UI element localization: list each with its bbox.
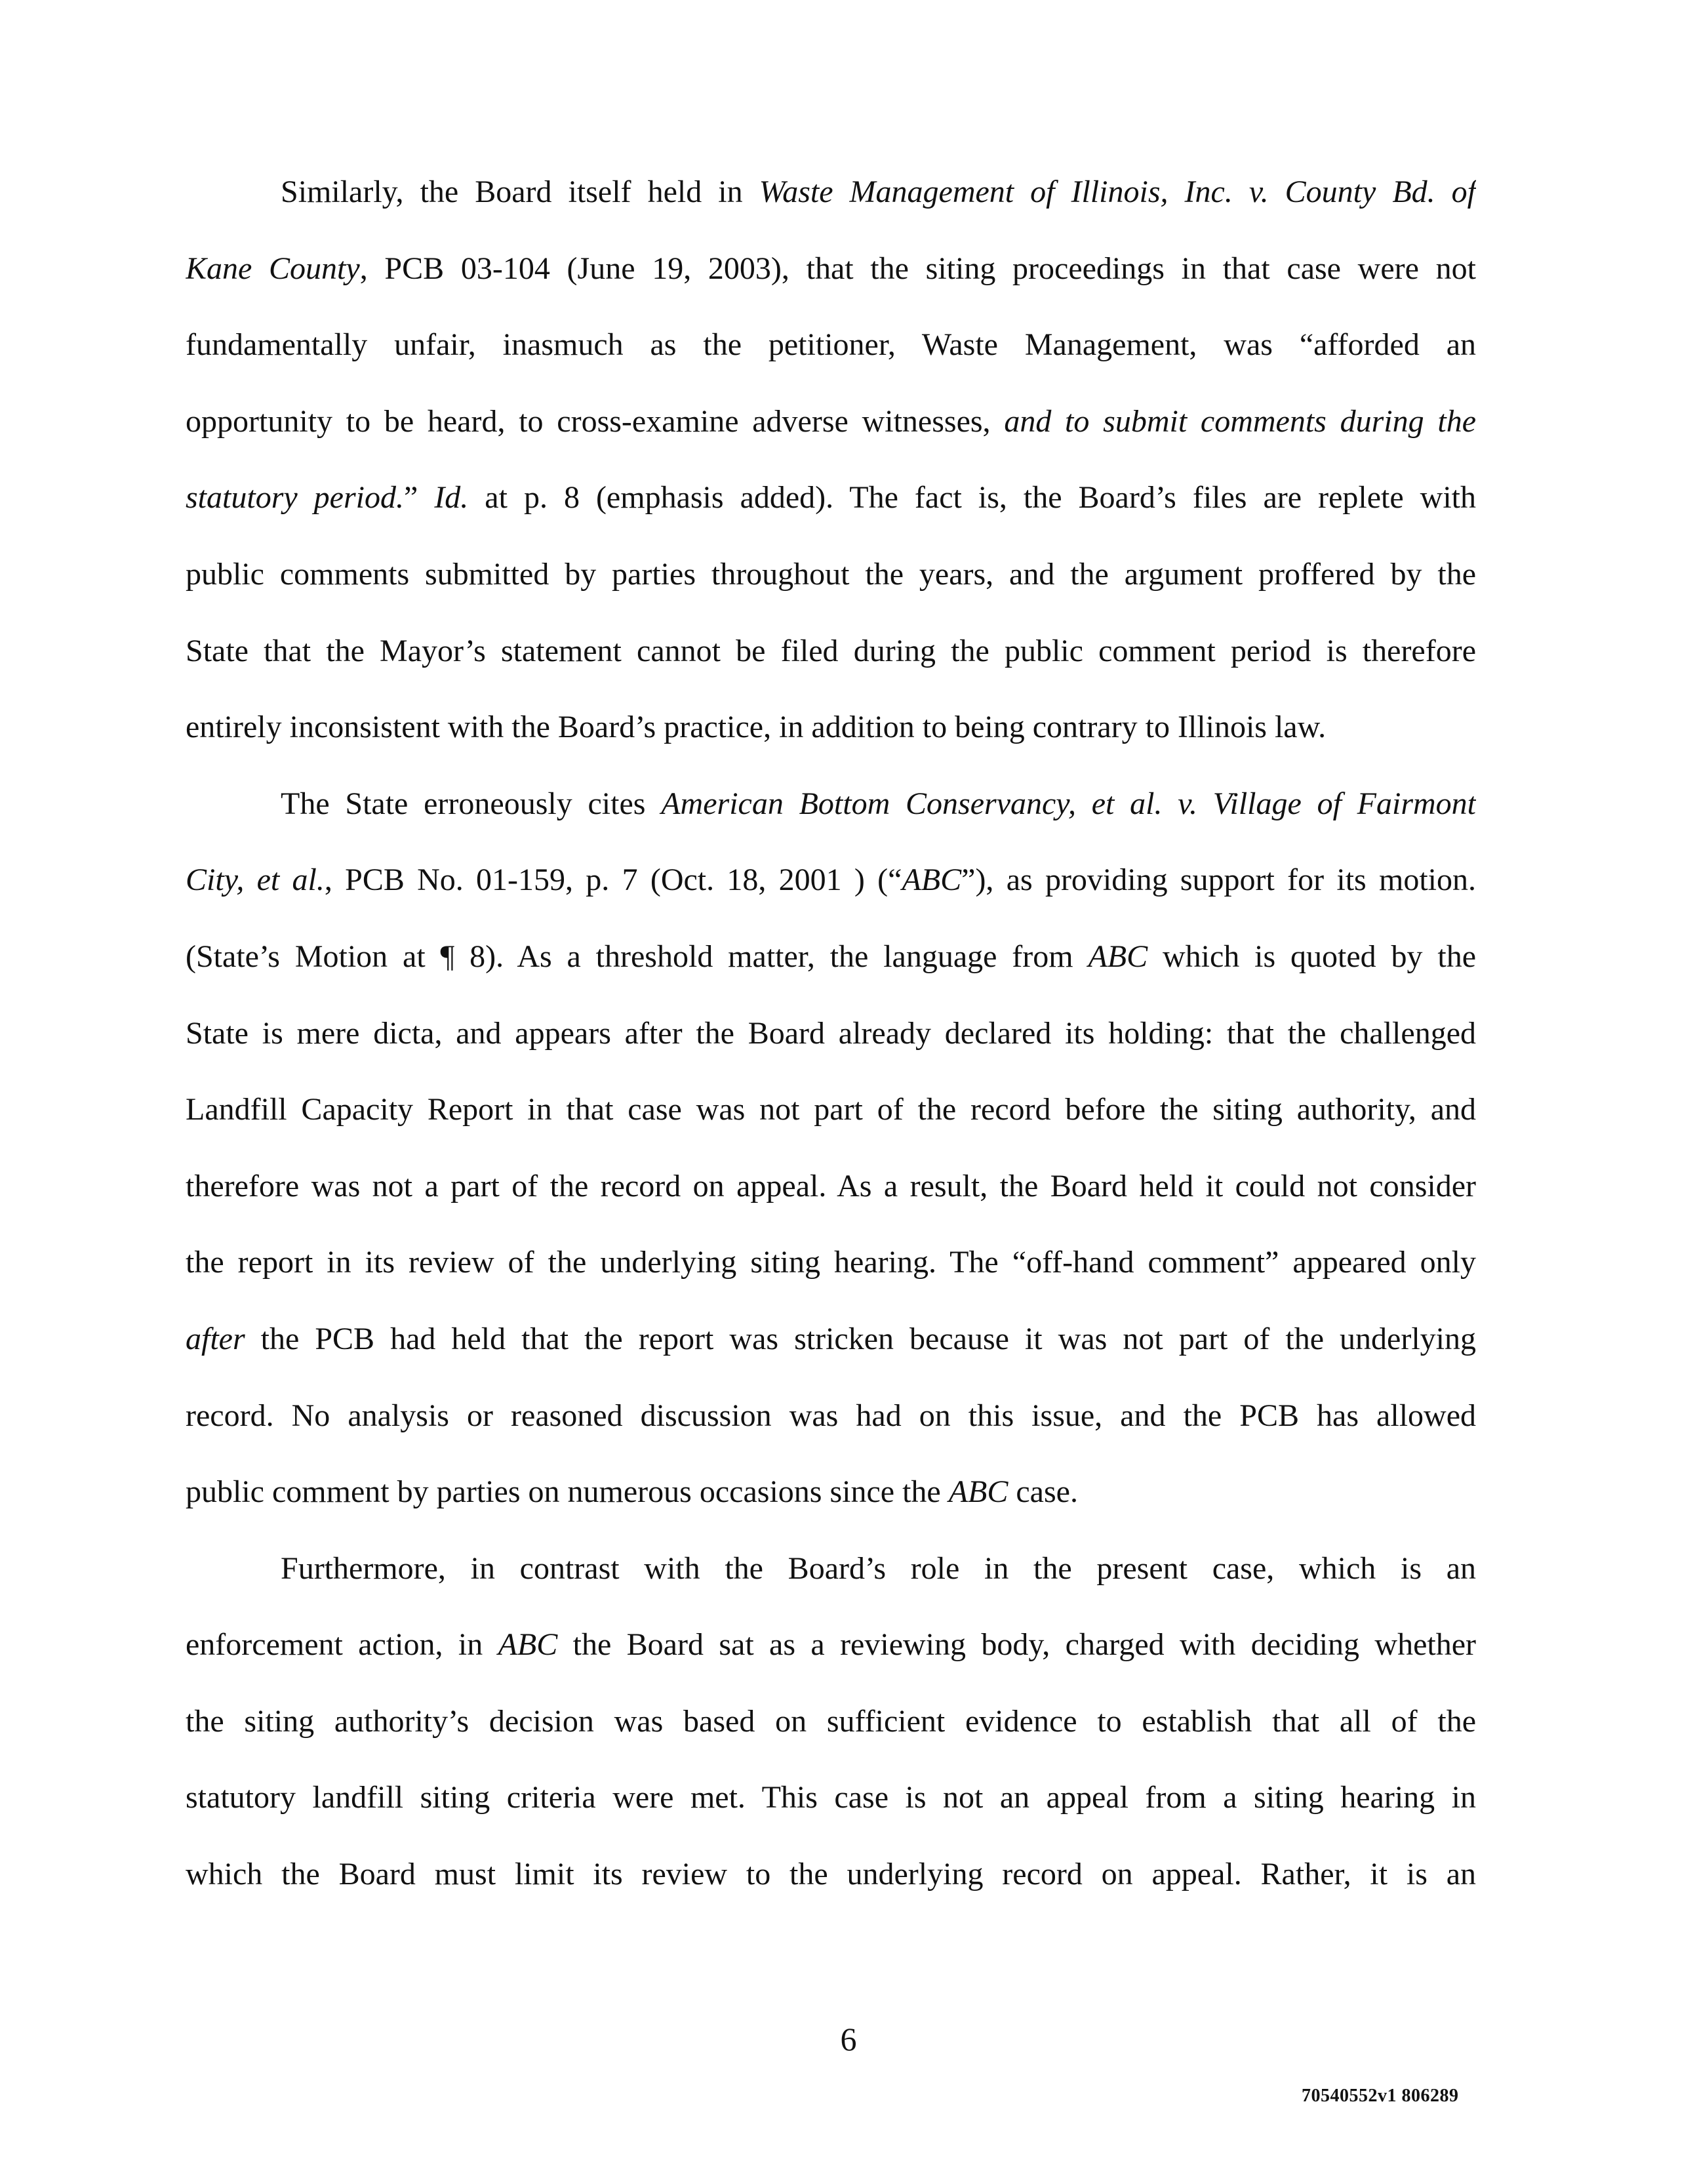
document-body [186,154,1476,1913]
italic-text: American Bottom Conservancy, et al. v. Village of Fairmont [661,786,1476,821]
text-run: (State’s Motion at ¶ 8). As a threshold matter, the language from [186,939,1088,974]
paragraph [186,154,1476,766]
text-line [186,1760,1476,1836]
italic-text: ABC [498,1627,558,1663]
text-line [186,996,1476,1072]
text-run: State that the Mayor’s statement cannot be filed during the public comment period is therefore [186,633,1476,668]
text-line [186,307,1476,384]
text-line [186,536,1476,613]
text-line [186,1607,1476,1684]
italic-text: after [186,1321,245,1356]
text-run: the Board sat as a reviewing body, charged with deciding whether [557,1627,1476,1663]
text-run: , PCB 03-104 (June 19, 2003), that the siting proceedings in that case were not [359,251,1476,286]
text-run: which is quoted by the [1148,939,1476,974]
text-run: Landfill Capacity Report in that case was not part of the record before the siting authority, and [186,1092,1476,1127]
text-run: the report in its review of the underlying siting hearing. The “off-hand comment” appeared only [186,1245,1476,1280]
page-number: 6 [840,2021,857,2057]
text-run: record. No analysis or reasoned discussion was had on this issue, and the PCB has allowed [186,1398,1476,1433]
italic-text: City, et al. [186,862,325,898]
italic-text: ABC [902,862,962,898]
text-run: opportunity to be heard, to cross-examine adverse witnesses, [186,403,1005,439]
paragraph [186,766,1476,1531]
text-line [186,613,1476,690]
text-run: Furthermore, in contrast with the Board’s role in the present case, which is an [281,1550,1476,1586]
text-run: the siting authority’s decision was based on sufficient evidence to establish that all of the [186,1703,1476,1739]
text-line [186,1684,1476,1760]
text-run: fundamentally unfair, inasmuch as the petitioner, Waste Management, was “afforded an [186,327,1476,363]
text-run: ”), as providing support for its motion. [961,862,1476,898]
text-line [186,1531,1476,1608]
text-run: at p. 8 (emphasis added). The fact is, the Board’s files are replete with [468,480,1476,516]
text-line [186,1454,1476,1531]
italic-text: Id. [434,480,469,516]
paragraph [186,1531,1476,1913]
text-run: the PCB had held that the report was stricken because it was not part of the underlying [245,1321,1476,1356]
text-run: The State erroneously cites [281,786,662,821]
text-line [186,766,1476,843]
text-line [186,460,1476,536]
text-line [186,1148,1476,1225]
document-id: 70540552v1 806289 [1302,2086,1459,2106]
text-line [186,689,1476,766]
text-line [186,384,1476,460]
text-run: Similarly, the Board itself held in [281,174,759,209]
text-line [186,1224,1476,1301]
text-line [186,842,1476,919]
text-run: , PCB No. 01-159, p. 7 (Oct. 18, 2001 ) (“ [324,862,902,898]
italic-text: Waste Management of Illinois, Inc. v. County Bd. of [759,174,1476,209]
text-run: State is mere dicta, and appears after the Board already declared its holding: that the challenged [186,1015,1476,1051]
text-line [186,1072,1476,1148]
text-run: therefore was not a part of the record on appeal. As a result, the Board held it could not consider [186,1168,1476,1203]
italic-text: ABC [948,1474,1008,1510]
italic-text: Kane County [186,251,360,286]
text-line [186,1378,1476,1455]
text-line [186,919,1476,996]
text-run: enforcement action, in [186,1627,498,1663]
text-line [186,1301,1476,1378]
text-run: public comment by parties on numerous occasions since the [186,1474,949,1510]
italic-text: statutory period. [186,480,404,516]
text-line [186,231,1476,308]
text-run: case. [1008,1474,1078,1510]
text-line [186,154,1476,231]
text-run: which the Board must limit its review to the underlying record on appeal. Rather, it is an [186,1857,1476,1892]
text-run: entirely inconsistent with the Board’s practice, in addition to being contrary to Illinois law. [186,710,1327,745]
text-line [186,1836,1476,1913]
text-run: public comments submitted by parties throughout the years, and the argument proffered by the [186,556,1476,592]
italic-text: ABC [1088,939,1148,974]
text-run: ” [404,480,435,516]
text-run: statutory landfill siting criteria were met. This case is not an appeal from a siting hearing in [186,1780,1476,1815]
italic-text: and to submit comments during the [1004,403,1476,439]
